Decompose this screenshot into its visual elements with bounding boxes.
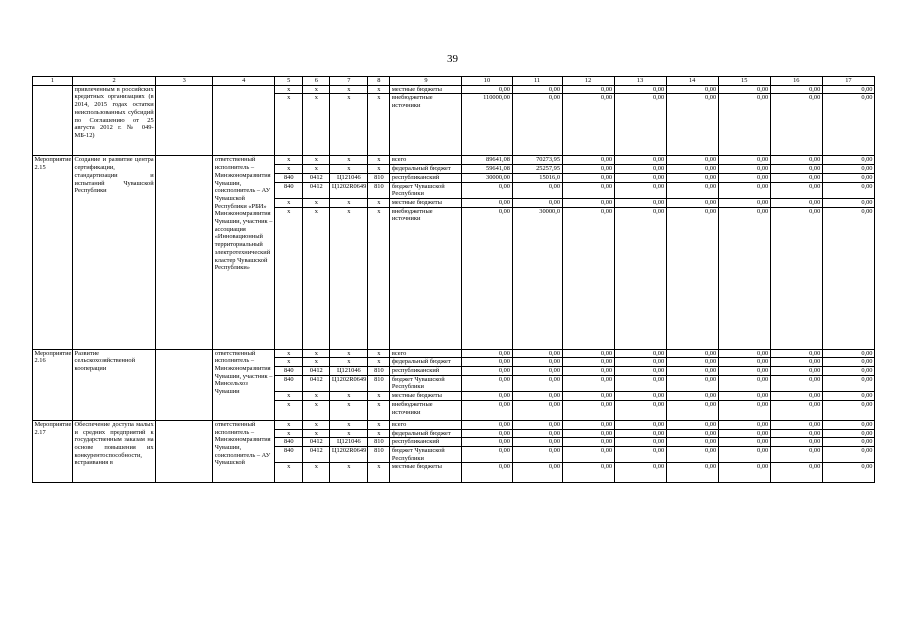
expense-type-cell: х — [368, 94, 390, 156]
amount-cell: 0,00 — [822, 375, 874, 391]
section-code-cell: 0412 — [303, 367, 330, 376]
funding-source-cell: местные бюджеты — [390, 85, 462, 94]
section-code-cell: х — [303, 156, 330, 165]
budget-code-cell: 840 — [275, 182, 303, 198]
amount-cell: 0,00 — [462, 207, 512, 349]
measure-name-cell: Развитие сельскохозяйственной кооперации — [73, 349, 156, 420]
amount-cell: 0,00 — [614, 420, 666, 429]
amount-cell: 0,00 — [562, 207, 614, 349]
amount-cell: 0,00 — [562, 358, 614, 367]
amount-cell: 0,00 — [666, 438, 718, 447]
amount-cell: 0,00 — [614, 182, 666, 198]
table-row — [33, 85, 875, 94]
table-row — [33, 420, 875, 429]
amount-cell: 0,00 — [770, 94, 822, 156]
section-code-cell: х — [303, 85, 330, 94]
measure-code-cell: Мероприятие 2.17 — [33, 420, 73, 483]
funding-source-cell: внебюджетные источники — [390, 400, 462, 420]
amount-cell: 0,00 — [512, 429, 562, 438]
budget-code-cell: х — [275, 165, 303, 174]
funding-source-cell: федеральный бюджет — [390, 165, 462, 174]
target-article-cell: х — [330, 85, 368, 94]
target-article-cell: Ц121046 — [330, 367, 368, 376]
amount-cell: 0,00 — [614, 358, 666, 367]
column-number-header: 3 — [156, 77, 213, 86]
amount-cell: 89641,08 — [462, 156, 512, 165]
amount-cell: 0,00 — [462, 420, 512, 429]
section-code-cell: 0412 — [303, 438, 330, 447]
amount-cell: 15016,0 — [512, 173, 562, 182]
measure-name-cell: Создание и развитие центра сертификации, стандартизации и испытаний Чувашской Республики — [73, 156, 156, 349]
funding-source-cell: местные бюджеты — [390, 463, 462, 483]
amount-cell: 0,00 — [562, 349, 614, 358]
budget-code-cell: х — [275, 420, 303, 429]
amount-cell: 0,00 — [770, 182, 822, 198]
expense-type-cell: х — [368, 420, 390, 429]
amount-cell: 0,00 — [614, 375, 666, 391]
budget-code-cell: х — [275, 94, 303, 156]
section-code-cell: х — [303, 198, 330, 207]
expense-type-cell: 810 — [368, 173, 390, 182]
funding-source-cell: бюджет Чувашской Республики — [390, 446, 462, 462]
section-code-cell: х — [303, 358, 330, 367]
amount-cell: 0,00 — [614, 349, 666, 358]
expense-type-cell: 810 — [368, 182, 390, 198]
amount-cell: 0,00 — [512, 446, 562, 462]
column-number-header: 14 — [666, 77, 718, 86]
section-code-cell: 0412 — [303, 446, 330, 462]
amount-cell: 0,00 — [462, 392, 512, 401]
section-code-cell: 0412 — [303, 375, 330, 391]
target-article-cell: х — [330, 400, 368, 420]
target-article-cell: Ц1202R0649 — [330, 375, 368, 391]
funding-source-cell: внебюджетные источники — [390, 94, 462, 156]
budget-code-cell: 840 — [275, 446, 303, 462]
budget-code-cell: х — [275, 463, 303, 483]
target-article-cell: х — [330, 165, 368, 174]
amount-cell: 70273,95 — [512, 156, 562, 165]
amount-cell: 0,00 — [666, 420, 718, 429]
funding-source-cell: всего — [390, 156, 462, 165]
amount-cell: 0,00 — [770, 207, 822, 349]
budget-code-cell: х — [275, 392, 303, 401]
amount-cell: 0,00 — [512, 85, 562, 94]
amount-cell: 0,00 — [614, 85, 666, 94]
amount-cell: 0,00 — [562, 165, 614, 174]
measure-code-cell: Мероприятие 2.16 — [33, 349, 73, 420]
amount-cell: 0,00 — [614, 156, 666, 165]
budget-code-cell: х — [275, 349, 303, 358]
amount-cell: 0,00 — [718, 463, 770, 483]
amount-cell: 0,00 — [666, 367, 718, 376]
amount-cell: 0,00 — [718, 207, 770, 349]
expense-type-cell: х — [368, 400, 390, 420]
amount-cell: 0,00 — [462, 375, 512, 391]
amount-cell: 0,00 — [770, 349, 822, 358]
amount-cell: 0,00 — [512, 438, 562, 447]
executor-cell: ответственный исполнитель – Минэкономразвития Чувашии, участник – Минсельхоз Чувашии — [213, 349, 275, 420]
amount-cell: 0,00 — [666, 94, 718, 156]
executor-cell — [213, 85, 275, 156]
amount-cell: 0,00 — [512, 358, 562, 367]
amount-cell: 0,00 — [614, 165, 666, 174]
target-article-cell: х — [330, 94, 368, 156]
amount-cell: 0,00 — [614, 94, 666, 156]
expense-type-cell: 810 — [368, 438, 390, 447]
amount-cell: 110000,00 — [462, 94, 512, 156]
expense-type-cell: х — [368, 358, 390, 367]
amount-cell: 0,00 — [562, 463, 614, 483]
funding-source-cell: бюджет Чувашской Республики — [390, 375, 462, 391]
amount-cell: 0,00 — [562, 173, 614, 182]
amount-cell: 0,00 — [562, 392, 614, 401]
amount-cell: 0,00 — [512, 463, 562, 483]
amount-cell: 0,00 — [718, 85, 770, 94]
amount-cell: 0,00 — [822, 207, 874, 349]
amount-cell: 0,00 — [614, 198, 666, 207]
table-body — [33, 77, 875, 483]
amount-cell: 0,00 — [666, 156, 718, 165]
amount-cell: 0,00 — [666, 392, 718, 401]
target-article-cell: Ц1202R0649 — [330, 446, 368, 462]
amount-cell: 0,00 — [822, 165, 874, 174]
expense-type-cell: х — [368, 207, 390, 349]
funding-source-cell: федеральный бюджет — [390, 358, 462, 367]
amount-cell: 0,00 — [666, 349, 718, 358]
amount-cell: 0,00 — [770, 438, 822, 447]
target-article-cell: х — [330, 463, 368, 483]
expense-type-cell: х — [368, 429, 390, 438]
column-number-header: 2 — [73, 77, 156, 86]
amount-cell: 0,00 — [562, 156, 614, 165]
section-code-cell: х — [303, 463, 330, 483]
amount-cell: 0,00 — [562, 429, 614, 438]
amount-cell: 0,00 — [718, 349, 770, 358]
amount-cell: 0,00 — [718, 156, 770, 165]
amount-cell: 0,00 — [512, 349, 562, 358]
amount-cell: 0,00 — [770, 392, 822, 401]
budget-code-cell: х — [275, 156, 303, 165]
amount-cell: 0,00 — [718, 165, 770, 174]
target-article-cell: х — [330, 429, 368, 438]
amount-cell: 0,00 — [666, 207, 718, 349]
expense-type-cell: х — [368, 85, 390, 94]
column-number-header: 5 — [275, 77, 303, 86]
section-code-cell: х — [303, 392, 330, 401]
amount-cell: 0,00 — [462, 446, 512, 462]
amount-cell: 0,00 — [822, 392, 874, 401]
budget-code-cell: х — [275, 429, 303, 438]
amount-cell: 0,00 — [770, 165, 822, 174]
budget-code-cell: х — [275, 198, 303, 207]
section-code-cell: х — [303, 429, 330, 438]
amount-cell: 0,00 — [614, 446, 666, 462]
amount-cell: 0,00 — [562, 182, 614, 198]
budget-table — [32, 76, 875, 483]
amount-cell: 0,00 — [718, 392, 770, 401]
target-article-cell: х — [330, 420, 368, 429]
funding-source-cell: республиканский — [390, 173, 462, 182]
section-code-cell: 0412 — [303, 182, 330, 198]
amount-cell: 0,00 — [562, 375, 614, 391]
expense-type-cell: х — [368, 198, 390, 207]
amount-cell: 0,00 — [512, 375, 562, 391]
amount-cell: 0,00 — [822, 400, 874, 420]
table-row — [33, 156, 875, 165]
funding-source-cell: республиканский — [390, 367, 462, 376]
amount-cell: 0,00 — [666, 446, 718, 462]
amount-cell: 0,00 — [562, 446, 614, 462]
column-number-header: 15 — [718, 77, 770, 86]
budget-code-cell: х — [275, 85, 303, 94]
amount-cell: 0,00 — [822, 463, 874, 483]
amount-cell: 0,00 — [770, 358, 822, 367]
column-number-header: 17 — [822, 77, 874, 86]
amount-cell: 0,00 — [512, 420, 562, 429]
amount-cell: 0,00 — [562, 198, 614, 207]
funding-source-cell: внебюджетные источники — [390, 207, 462, 349]
amount-cell: 0,00 — [512, 400, 562, 420]
amount-cell: 0,00 — [822, 438, 874, 447]
budget-code-cell: х — [275, 400, 303, 420]
budget-code-cell: 840 — [275, 173, 303, 182]
expense-type-cell: х — [368, 156, 390, 165]
budget-code-cell: 840 — [275, 375, 303, 391]
target-article-cell: х — [330, 349, 368, 358]
target-article-cell: х — [330, 358, 368, 367]
amount-cell: 0,00 — [666, 173, 718, 182]
amount-cell: 0,00 — [770, 463, 822, 483]
amount-cell: 30000,0 — [512, 207, 562, 349]
amount-cell: 0,00 — [718, 198, 770, 207]
amount-cell: 0,00 — [462, 85, 512, 94]
expense-type-cell: х — [368, 349, 390, 358]
amount-cell: 0,00 — [462, 198, 512, 207]
amount-cell: 0,00 — [822, 198, 874, 207]
amount-cell: 0,00 — [666, 358, 718, 367]
column-number-header: 4 — [213, 77, 275, 86]
amount-cell: 59641,08 — [462, 165, 512, 174]
amount-cell: 0,00 — [718, 375, 770, 391]
budget-code-cell: 840 — [275, 367, 303, 376]
amount-cell: 0,00 — [512, 182, 562, 198]
amount-cell: 0,00 — [562, 367, 614, 376]
funding-source-cell: федеральный бюджет — [390, 429, 462, 438]
amount-cell: 0,00 — [770, 375, 822, 391]
target-article-cell: х — [330, 207, 368, 349]
funding-source-cell: всего — [390, 420, 462, 429]
amount-cell: 0,00 — [512, 198, 562, 207]
column-number-header: 16 — [770, 77, 822, 86]
expense-type-cell: х — [368, 392, 390, 401]
section-code-cell: х — [303, 400, 330, 420]
program-cell — [156, 156, 213, 349]
amount-cell: 0,00 — [718, 400, 770, 420]
column-number-row — [33, 77, 875, 86]
amount-cell: 0,00 — [462, 358, 512, 367]
amount-cell: 0,00 — [770, 198, 822, 207]
column-number-header: 7 — [330, 77, 368, 86]
amount-cell: 0,00 — [666, 165, 718, 174]
amount-cell: 0,00 — [822, 156, 874, 165]
amount-cell: 0,00 — [562, 85, 614, 94]
column-number-header: 6 — [303, 77, 330, 86]
page-number: 39 — [447, 53, 458, 65]
amount-cell: 0,00 — [822, 367, 874, 376]
amount-cell: 0,00 — [770, 85, 822, 94]
measure-name-cell: Обеспечение доступа малых и средних предприятий к государственным заказам на основе повышения их конкурентоспособности, встраивания в — [73, 420, 156, 483]
budget-code-cell: х — [275, 358, 303, 367]
amount-cell: 0,00 — [462, 438, 512, 447]
section-code-cell: х — [303, 207, 330, 349]
amount-cell: 0,00 — [822, 349, 874, 358]
amount-cell: 0,00 — [512, 392, 562, 401]
executor-cell: ответственный исполнитель – Минэкономразвития Чувашии, соисполнитель – АУ Чувашской Республики «РБИ» Минэкономразвития Чувашии, участник – ассоциация «Инновационный территориальный электротехнический кластер Чувашской Республики» — [213, 156, 275, 349]
program-cell — [156, 420, 213, 483]
amount-cell: 0,00 — [718, 438, 770, 447]
amount-cell: 0,00 — [614, 438, 666, 447]
amount-cell: 0,00 — [822, 446, 874, 462]
target-article-cell: х — [330, 156, 368, 165]
amount-cell: 0,00 — [462, 349, 512, 358]
amount-cell: 25257,95 — [512, 165, 562, 174]
measure-code-cell: Мероприятие 2.15 — [33, 156, 73, 349]
expense-type-cell: х — [368, 463, 390, 483]
amount-cell: 0,00 — [512, 367, 562, 376]
amount-cell: 0,00 — [822, 420, 874, 429]
amount-cell: 0,00 — [718, 446, 770, 462]
amount-cell: 0,00 — [614, 173, 666, 182]
section-code-cell: х — [303, 349, 330, 358]
amount-cell: 0,00 — [462, 429, 512, 438]
target-article-cell: Ц121046 — [330, 438, 368, 447]
target-article-cell: Ц121046 — [330, 173, 368, 182]
amount-cell: 0,00 — [614, 429, 666, 438]
amount-cell: 0,00 — [462, 367, 512, 376]
amount-cell: 0,00 — [666, 85, 718, 94]
amount-cell: 0,00 — [666, 463, 718, 483]
amount-cell: 0,00 — [770, 156, 822, 165]
funding-source-cell: всего — [390, 349, 462, 358]
amount-cell: 0,00 — [614, 400, 666, 420]
amount-cell: 0,00 — [512, 94, 562, 156]
funding-source-cell: республиканский — [390, 438, 462, 447]
executor-cell: ответственный исполнитель – Минэкономразвития Чувашии, соисполнитель – АУ Чувашской — [213, 420, 275, 483]
amount-cell: 0,00 — [770, 429, 822, 438]
expense-type-cell: 810 — [368, 446, 390, 462]
target-article-cell: Ц1202R0649 — [330, 182, 368, 198]
amount-cell: 0,00 — [770, 420, 822, 429]
amount-cell: 0,00 — [770, 400, 822, 420]
measure-code-cell — [33, 85, 73, 156]
column-number-header: 8 — [368, 77, 390, 86]
amount-cell: 0,00 — [462, 182, 512, 198]
budget-code-cell: 840 — [275, 438, 303, 447]
amount-cell: 0,00 — [822, 94, 874, 156]
amount-cell: 0,00 — [822, 85, 874, 94]
column-number-header: 11 — [512, 77, 562, 86]
amount-cell: 30000,00 — [462, 173, 512, 182]
measure-name-cell: привлеченным в российских кредитных организациях (в 2014, 2015 годах остатки неиспользованных субсидий по Соглашению от 25 августа 2012 г. № 049-МБ-12) — [73, 85, 156, 156]
target-article-cell: х — [330, 198, 368, 207]
expense-type-cell: х — [368, 165, 390, 174]
amount-cell: 0,00 — [718, 420, 770, 429]
amount-cell: 0,00 — [822, 182, 874, 198]
funding-source-cell: местные бюджеты — [390, 198, 462, 207]
section-code-cell: 0412 — [303, 173, 330, 182]
section-code-cell: х — [303, 420, 330, 429]
column-number-header: 9 — [390, 77, 462, 86]
amount-cell: 0,00 — [666, 429, 718, 438]
amount-cell: 0,00 — [718, 358, 770, 367]
amount-cell: 0,00 — [822, 358, 874, 367]
column-number-header: 12 — [562, 77, 614, 86]
amount-cell: 0,00 — [614, 463, 666, 483]
amount-cell: 0,00 — [822, 429, 874, 438]
amount-cell: 0,00 — [822, 173, 874, 182]
table-row — [33, 349, 875, 358]
program-cell — [156, 85, 213, 156]
amount-cell: 0,00 — [614, 392, 666, 401]
amount-cell: 0,00 — [718, 94, 770, 156]
column-number-header: 10 — [462, 77, 512, 86]
amount-cell: 0,00 — [562, 400, 614, 420]
amount-cell: 0,00 — [666, 375, 718, 391]
amount-cell: 0,00 — [666, 198, 718, 207]
amount-cell: 0,00 — [462, 400, 512, 420]
amount-cell: 0,00 — [614, 367, 666, 376]
amount-cell: 0,00 — [770, 446, 822, 462]
expense-type-cell: 810 — [368, 367, 390, 376]
amount-cell: 0,00 — [770, 367, 822, 376]
amount-cell: 0,00 — [462, 463, 512, 483]
amount-cell: 0,00 — [562, 438, 614, 447]
amount-cell: 0,00 — [770, 173, 822, 182]
amount-cell: 0,00 — [718, 182, 770, 198]
amount-cell: 0,00 — [718, 173, 770, 182]
funding-source-cell: местные бюджеты — [390, 392, 462, 401]
section-code-cell: х — [303, 94, 330, 156]
section-code-cell: х — [303, 165, 330, 174]
amount-cell: 0,00 — [614, 207, 666, 349]
program-cell — [156, 349, 213, 420]
amount-cell: 0,00 — [718, 429, 770, 438]
budget-code-cell: х — [275, 207, 303, 349]
column-number-header: 13 — [614, 77, 666, 86]
amount-cell: 0,00 — [666, 400, 718, 420]
expense-type-cell: 810 — [368, 375, 390, 391]
target-article-cell: х — [330, 392, 368, 401]
funding-source-cell: бюджет Чувашской Республики — [390, 182, 462, 198]
amount-cell: 0,00 — [562, 420, 614, 429]
amount-cell: 0,00 — [718, 367, 770, 376]
amount-cell: 0,00 — [666, 182, 718, 198]
column-number-header: 1 — [33, 77, 73, 86]
amount-cell: 0,00 — [562, 94, 614, 156]
